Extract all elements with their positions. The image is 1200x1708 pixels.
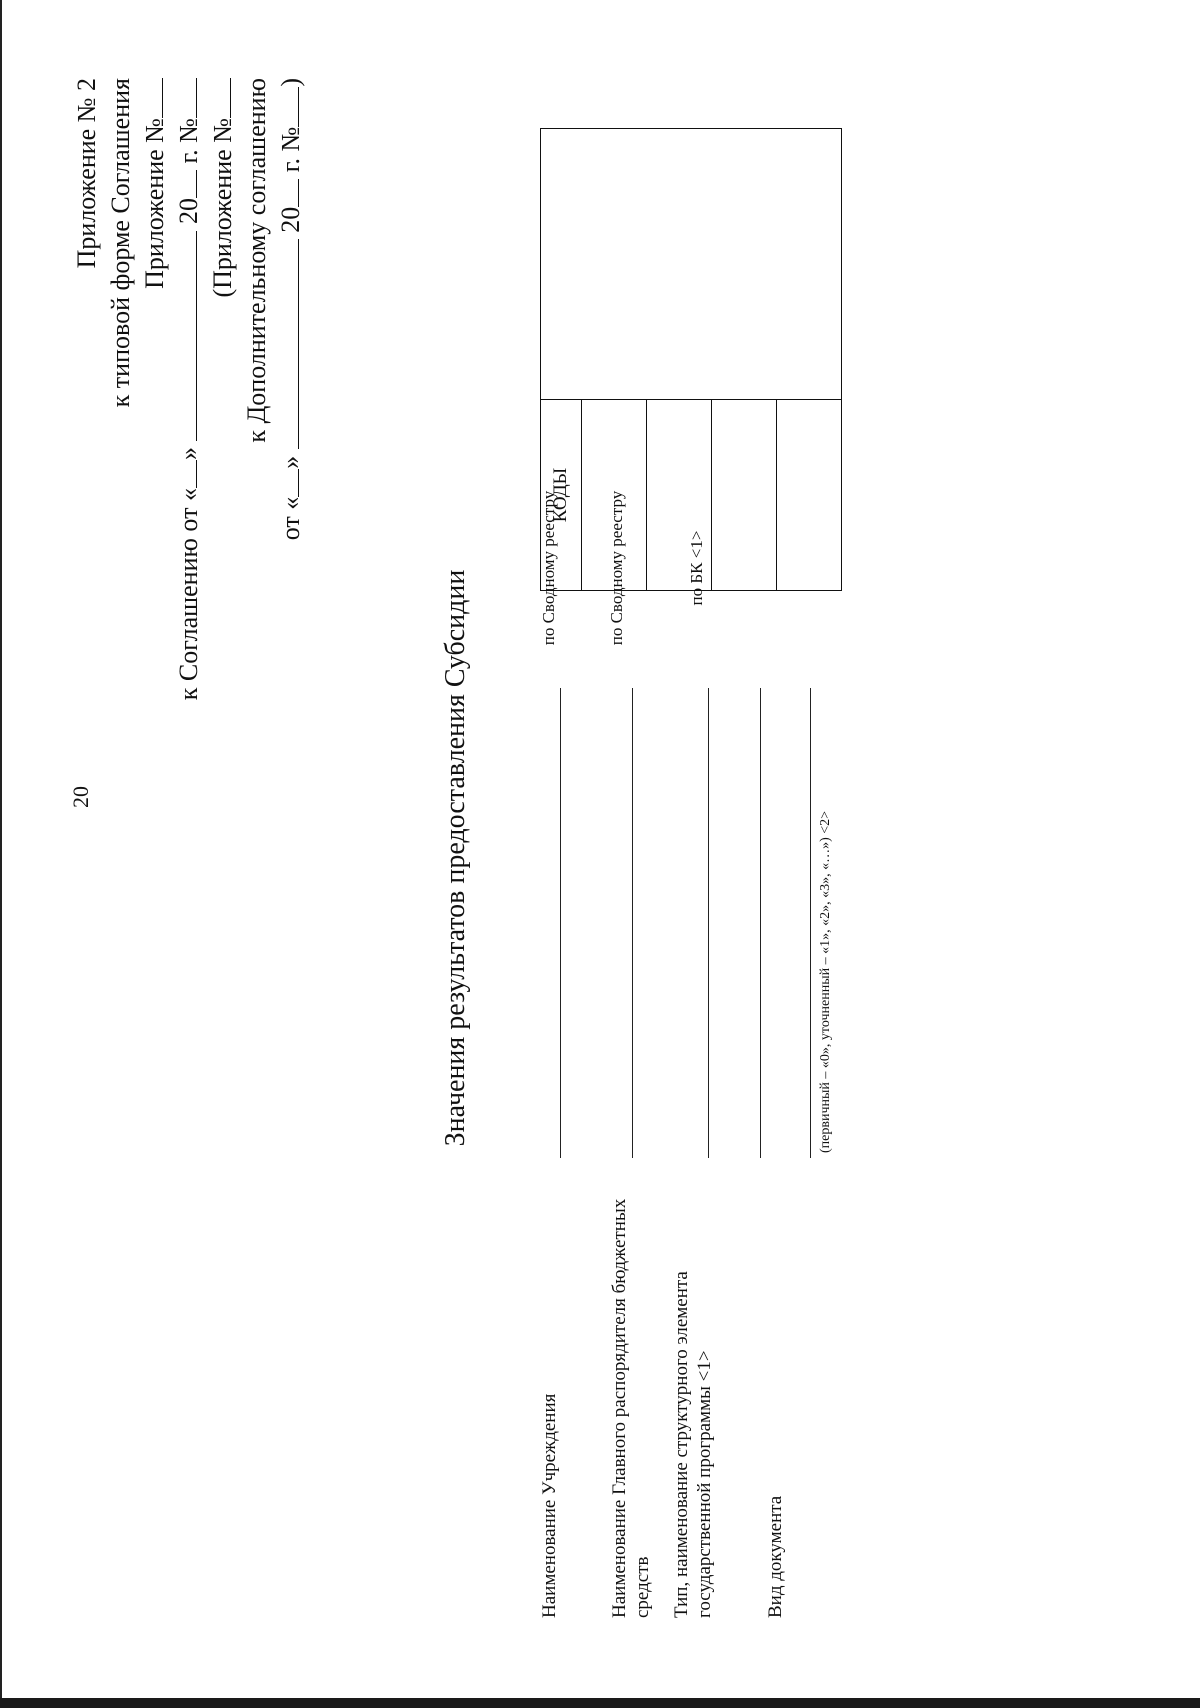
document-type-hint: (первичный – «0», уточненный – «1», «2», «3», «…») <2> <box>818 810 833 1153</box>
blank-field[interactable] <box>276 179 299 207</box>
page-number: 20 <box>68 786 93 808</box>
field-label-institution: Наименование Учреждения <box>539 1393 560 1618</box>
codes-header: КОДЫ <box>541 400 582 591</box>
appendix-line-number: Приложение № <box>138 78 172 700</box>
appendix-number: Приложение № 2 <box>72 78 101 269</box>
blank-field[interactable] <box>174 231 197 441</box>
field-line-document-type[interactable] <box>810 688 811 1158</box>
codes-table <box>540 128 842 591</box>
appendix-form-reference: к типовой форме Соглашения <box>106 78 135 408</box>
blank-field[interactable] <box>276 87 299 127</box>
code-ref-budget-classification: по БК <1> <box>687 530 706 606</box>
blank-field[interactable] <box>276 469 299 497</box>
field-label-program-element: Тип, наименование структурного элемента государственной программы <1> <box>671 1271 715 1618</box>
field-label-budget-manager: Наименование Главного распорядителя бюджетных средств <box>609 1198 653 1618</box>
code-ref-consolidated-registry-2: по Сводному реестру <box>607 490 626 646</box>
supplementary-appendix-number: (Приложение № <box>206 78 240 700</box>
blank-field[interactable] <box>276 239 299 449</box>
field-label-document-type: Вид документа <box>765 1495 786 1618</box>
field-line-program-element[interactable] <box>708 688 709 1158</box>
code-cell-bk[interactable] <box>712 400 777 591</box>
blank-field[interactable] <box>140 78 163 118</box>
blank-field[interactable] <box>208 78 231 118</box>
rotated-form-sheet <box>20 68 980 1648</box>
code-ref-consolidated-registry-1: по Сводному реестру <box>539 490 558 646</box>
field-line-extra[interactable] <box>760 688 761 1158</box>
supplementary-agreement-reference: от «» 20 г. №) <box>276 78 305 541</box>
supplementary-agreement-label: к Дополнительному соглашению <box>242 78 271 443</box>
code-cell-registry-1[interactable] <box>582 400 647 591</box>
agreement-reference: к Соглашению от «» 20 г. № <box>172 78 206 700</box>
field-line-institution[interactable] <box>560 688 561 1158</box>
appendix-header <box>70 78 308 700</box>
blank-field[interactable] <box>174 460 197 488</box>
blank-field[interactable] <box>174 170 197 198</box>
code-cell-registry-2[interactable] <box>647 400 712 591</box>
scan-edge-bottom <box>0 1698 1200 1708</box>
scan-edge-left <box>0 0 2 1708</box>
field-line-budget-manager[interactable] <box>632 688 633 1158</box>
codes-table-right-block <box>541 129 842 400</box>
code-cell-document-type[interactable] <box>777 400 842 591</box>
document-title: Значения результатов предоставления Субсидии <box>440 569 471 1147</box>
blank-field[interactable] <box>174 78 197 118</box>
